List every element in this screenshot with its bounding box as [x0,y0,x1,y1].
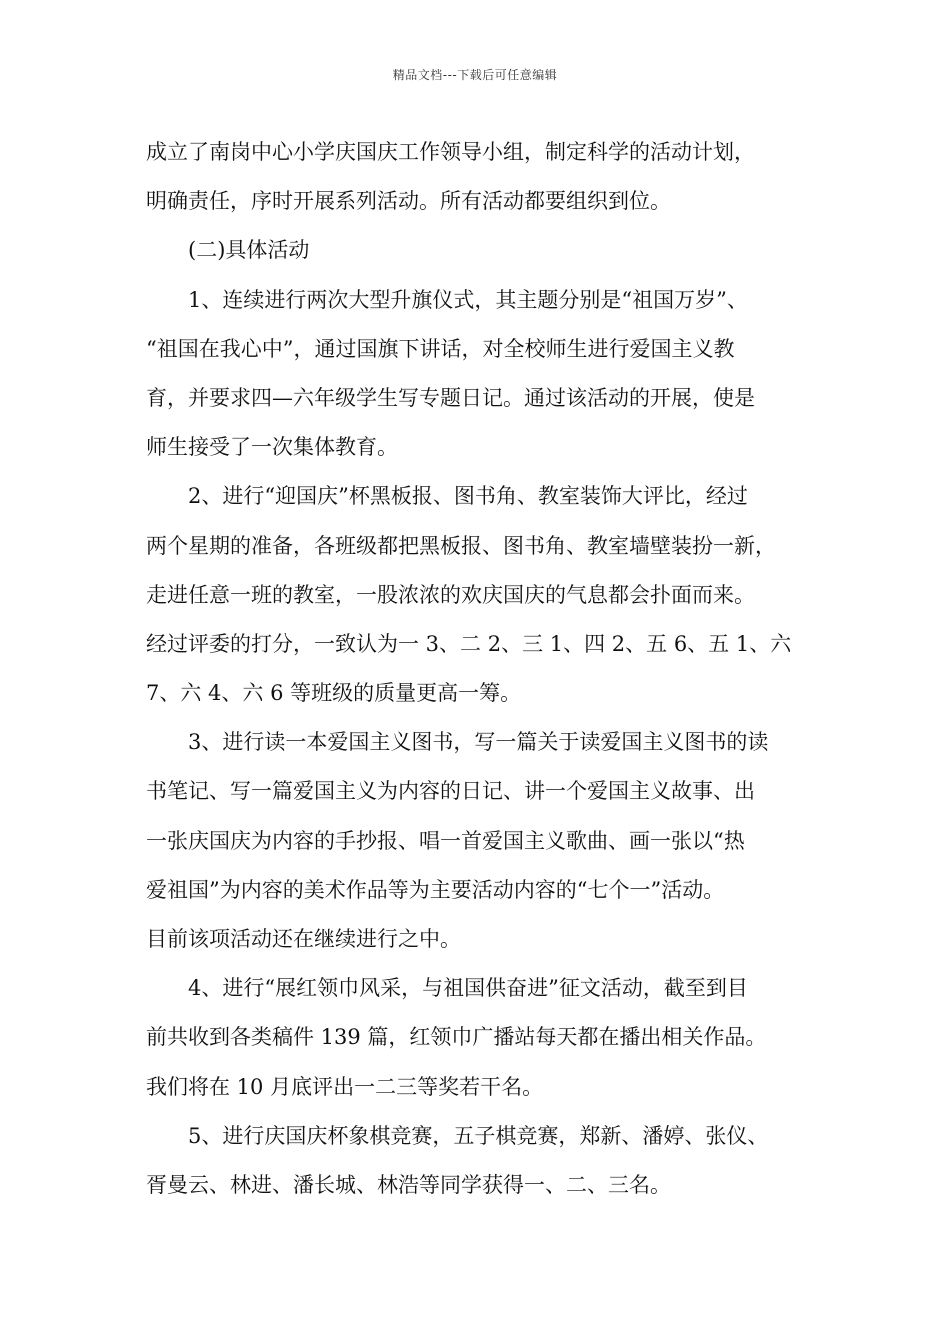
text-line: 一张庆国庆为内容的手抄报、唱一首爱国主义歌曲、画一张以“热 [146,828,745,853]
text-line: 我们将在 10 月底评出一二三等奖若干名。 [146,1074,544,1099]
text-line: 育，并要求四—六年级学生写专题日记。通过该活动的开展，使是 [146,385,755,410]
text-line: 5、进行庆国庆杯象棋竞赛，五子棋竞赛，郑新、潘婷、张仪、 [188,1123,769,1148]
text-line: 胥曼云、林进、潘长城、林浩等同学获得一、二、三名。 [146,1172,671,1197]
text-line: 目前该项活动还在继续进行之中。 [146,927,461,951]
text-line: “祖国在我心中”，通过国旗下讲话，对全校师生进行爱国主义教 [146,336,735,361]
text-line: 3、进行读一本爱国主义图书，写一篇关于读爱国主义图书的读 [188,730,769,755]
text-line: 两个星期的准备，各班级都把黑板报、图书角、教室墙壁装扮一新， [146,533,776,558]
text-line: 4、进行“展红领巾风采，与祖国供奋进”征文活动，截至到目 [188,976,748,1001]
text-line: 明确责任，序时开展系列活动。所有活动都要组织到位。 [146,189,671,214]
page-header: 精品文档---下载后可任意编辑 [392,68,558,82]
text-line: 走进任意一班的教室，一股浓浓的欢庆国庆的气息都会扑面而来。 [146,582,755,607]
text-line: 成立了南岗中心小学庆国庆工作领导小组，制定科学的活动计划， [146,140,755,164]
text-line: 2、进行“迎国庆”杯黑板报、图书角、教室装饰大评比，经过 [188,484,748,509]
text-line: 7、六 4、六 6 等班级的质量更高一筹。 [146,681,522,706]
text-line: 爱祖国”为内容的美术作品等为主要活动内容的“七个一”活动。 [146,877,725,902]
text-line: 1、连续进行两次大型升旗仪式，其主题分别是“祖国万岁”、 [188,287,748,312]
section-heading: (二)具体活动 [188,238,310,263]
text-line: 师生接受了一次集体教育。 [146,435,398,460]
text-line: 经过评委的打分，一致认为一 3、二 2、三 1、四 2、五 6、五 1、六 [146,631,792,656]
document-body [146,128,810,1210]
text-line: 前共收到各类稿件 139 篇，红领巾广播站每天都在播出相关作品。 [146,1025,767,1050]
text-line: 书笔记、写一篇爱国主义为内容的日记、讲一个爱国主义故事、出 [146,779,755,804]
